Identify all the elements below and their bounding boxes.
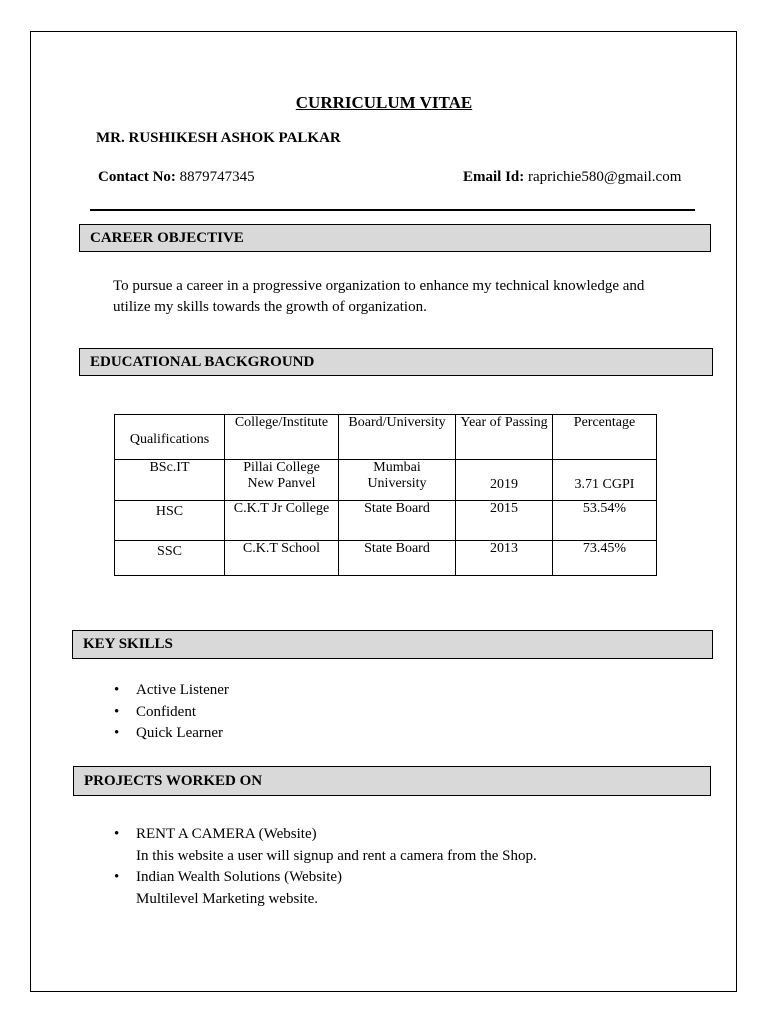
email-address: raprichie580@gmail.com (528, 169, 682, 185)
table-row (115, 541, 657, 576)
header-college: College/Institute (225, 415, 339, 460)
header-divider (90, 209, 695, 211)
list-item: • Confident (112, 702, 229, 724)
header-qualifications: Qualifications (115, 415, 225, 460)
cell-qualification: BSc.IT (115, 460, 225, 501)
project-description: Multilevel Marketing website. (136, 890, 319, 907)
cell-qualification: SSC (115, 541, 225, 576)
project-description: In this website a user will signup and rent a camera from the Shop. (136, 847, 537, 864)
section-career-objective: CAREER OBJECTIVE (79, 224, 711, 252)
list-item (112, 824, 537, 867)
table-row (115, 501, 657, 541)
list-item: • Quick Learner (112, 723, 229, 745)
cell-board: State Board (339, 541, 456, 576)
list-item (112, 867, 537, 910)
cell-college: Pillai College New Panvel (225, 460, 339, 501)
header-board: Board/University (339, 415, 456, 460)
cell-year: 2015 (456, 501, 553, 541)
header-year: Year of Passing (456, 415, 553, 460)
candidate-name: MR. RUSHIKESH ASHOK PALKAR (96, 130, 341, 146)
skills-list (112, 680, 229, 745)
cell-percentage: 73.45% (553, 541, 657, 576)
cell-qualification: HSC (115, 501, 225, 541)
project-name: • Indian Wealth Solutions (Website) (136, 869, 343, 885)
cell-year: 2019 (456, 460, 553, 501)
cell-college: C.K.T Jr College (225, 501, 339, 541)
list-item: • Active Listener (112, 680, 229, 702)
cell-college: C.K.T School (225, 541, 339, 576)
document-title: CURRICULUM VITAE (295, 93, 473, 112)
header-percentage: Percentage (553, 415, 657, 460)
contact-label: Contact No: (98, 169, 176, 185)
cell-board: Mumbai University (339, 460, 456, 501)
section-educational-background: EDUCATIONAL BACKGROUND (79, 348, 713, 376)
project-name: • RENT A CAMERA (Website) (136, 826, 317, 842)
section-key-skills: KEY SKILLS (72, 630, 713, 659)
cell-percentage: 53.54% (553, 501, 657, 541)
career-objective-text: To pursue a career in a progressive organization to enhance my technical knowledge and utilize my skills towards the growth of organization. (113, 278, 645, 315)
cell-year: 2013 (456, 541, 553, 576)
cell-percentage: 3.71 CGPI (553, 460, 657, 501)
table-row (115, 460, 657, 501)
contact-line (98, 169, 255, 186)
projects-list (112, 824, 537, 910)
email-label: Email Id: (463, 169, 525, 185)
cell-board: State Board (339, 501, 456, 541)
education-table (114, 414, 657, 576)
section-projects-worked-on: PROJECTS WORKED ON (73, 766, 711, 796)
email-line (463, 169, 681, 186)
table-header-row (115, 415, 657, 460)
contact-number: 8879747345 (179, 169, 255, 185)
